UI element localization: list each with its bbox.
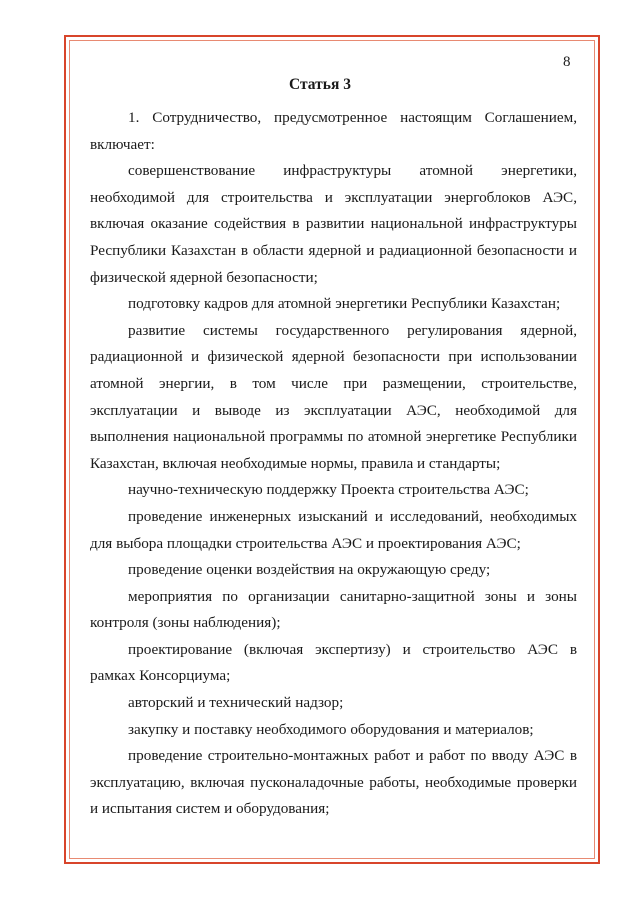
paragraph: проектирование (включая экспертизу) и строительство АЭС в рамках Консорциума; [90,640,577,685]
paragraph: подготовку кадров для атомной энергетики Республики Казахстан; [128,295,561,313]
paragraph: совершенствование инфраструктуры атомной энергетики, необходимой для строительства и эксплуатации энергоблоков АЭС, включая оказание содействия в развитии национальной инфраструктуры Республики Казахстан в области ядерной и радиационной безопасности и физической ядерной безопасности; [90,162,577,286]
paragraph: проведение инженерных изысканий и исследований, необходимых для выбора площадки строительства АЭС и проектирования АЭС; [90,507,577,552]
paragraph: развитие системы государственного регулирования ядерной, радиационной и физической ядерной безопасности при использовании атомной энергии, в том числе при размещении, строительстве, эксплуатации и выводе из эксплуатации АЭС, необходимой для выполнения национальной программы по атомной энергетике Республики Казахстан, включая необходимые нормы, правила и стандарты; [90,321,577,472]
paragraph: мероприятия по организации санитарно-защитной зоны и зоны контроля (зоны наблюдения); [90,587,577,632]
article-body [90,105,577,823]
page-number: 8 [563,54,571,70]
paragraph: 1. Сотрудничество, предусмотренное настоящим Соглашением, включает: [90,109,577,153]
paragraph: закупку и поставку необходимого оборудования и материалов; [128,720,534,738]
paragraph: авторский и технический надзор; [128,694,344,712]
paragraph: научно-техническую поддержку Проекта строительства АЭС; [128,481,529,499]
paragraph: проведение строительно-монтажных работ и работ по вводу АЭС в эксплуатацию, включая пусконаладочные работы, необходимые проверки и испытания систем и оборудования; [90,747,577,818]
paragraph: проведение оценки воздействия на окружающую среду; [128,561,491,579]
article-title: Статья 3 [289,76,351,93]
